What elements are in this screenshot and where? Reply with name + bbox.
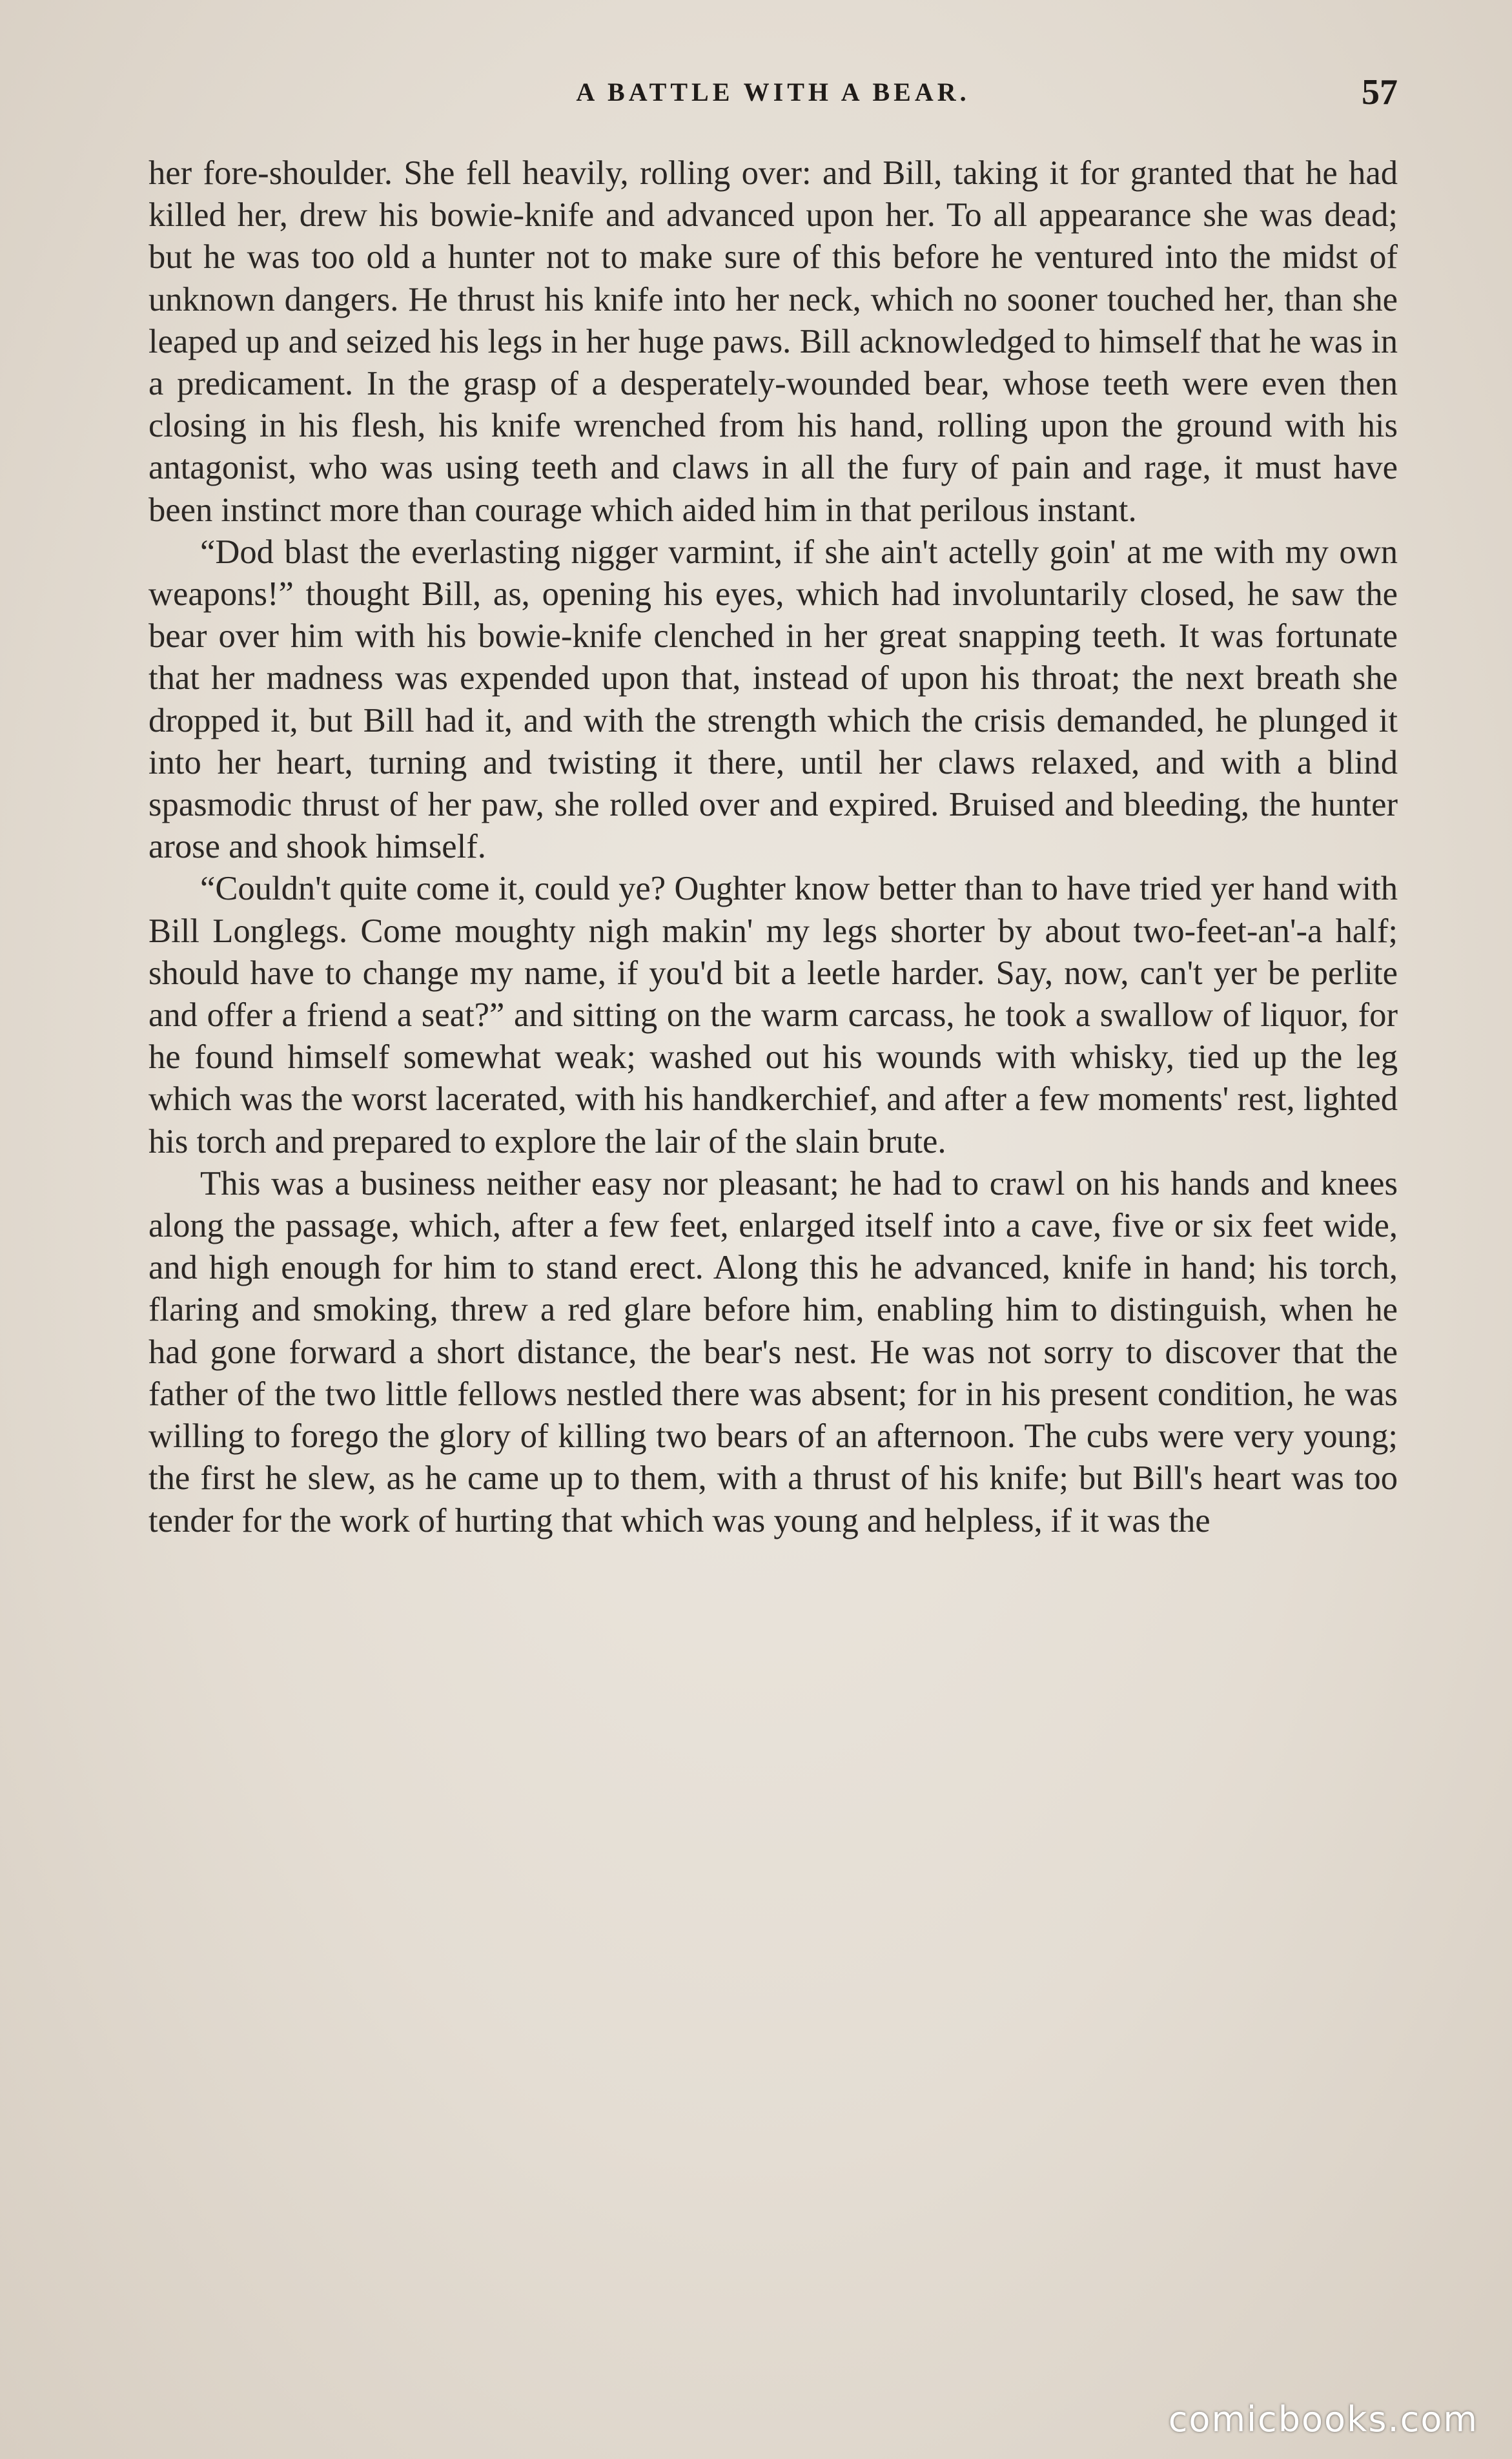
running-title: A BATTLE WITH A BEAR. <box>576 77 970 107</box>
paragraph: her fore-shoulder. She fell heavily, rolling over: and Bill, taking it for granted that he had killed her, drew his bowie-knife and advanced upon her. To all appearance she was dead; but he was too old a hunter not to make sure of this before he ventured into the midst of unknown dangers. He thrust his knife into her neck, which no sooner touched her, than she leaped up and seized his legs in her huge paws. Bill acknowledged to himself that he was in a predicament. In the grasp of a desperately-wounded bear, whose teeth were even then closing in his flesh, his knife wrenched from his hand, rolling upon the ground with his antagonist, who was using teeth and claws in all the fury of pain and rage, it must have been instinct more than courage which aided him in that perilous instant. <box>148 154 1398 529</box>
page-number: 57 <box>1362 72 1398 112</box>
paragraph: “Dod blast the everlasting nigger varmint, if she ain't actelly goin' at me with my own weapons!” thought Bill, as, opening his eyes, which had involuntarily closed, he saw the bear over him with his bowie-knife clenched in her great snapping teeth. It was fortunate that her madness was expended upon that, instead of upon his throat; the next breath she dropped it, but Bill had it, and with the strength which the crisis demanded, he plunged it into her heart, turning and twisting it there, until her claws relaxed, and with a blind spasmodic thrust of her paw, she rolled over and expired. Bruised and bleeding, the hunter arose and shook himself. <box>148 533 1398 866</box>
watermark: comicbooks.com <box>1168 2399 1478 2440</box>
page-header <box>148 70 1398 115</box>
paragraph: “Couldn't quite come it, could ye? Oughter know better than to have tried yer hand with Bill Longlegs. Come moughty nigh makin' my legs shorter by about two-feet-an'-a half; should have to change my name, if you'd bit a leetle harder. Say, now, can't yer be perlite and offer a friend a seat?” and sitting on the warm carcass, he took a swallow of liquor, for he found himself somewhat weak; washed out his wounds with whisky, tied up the leg which was the worst lacerated, with his handkerchief, and after a few moments' rest, lighted his torch and prepared to explore the lair of the slain brute. <box>148 870 1398 1160</box>
body-text <box>148 152 1398 1542</box>
paragraph: This was a business neither easy nor pleasant; he had to crawl on his hands and knees along the passage, which, after a few feet, enlarged itself into a cave, five or six feet wide, and high enough for him to stand erect. Along this he advanced, knife in hand; his torch, flaring and smoking, threw a red glare before him, enabling him to distinguish, when he had gone forward a short distance, the bear's nest. He was not sorry to discover that the father of the two little fellows nestled there was absent; for in his present condition, he was willing to forego the glory of killing two bears of an afternoon. The cubs were very young; the first he slew, as he came up to them, with a thrust of his knife; but Bill's heart was too tender for the work of hurting that which was young and helpless, if it was the <box>148 1164 1398 1539</box>
